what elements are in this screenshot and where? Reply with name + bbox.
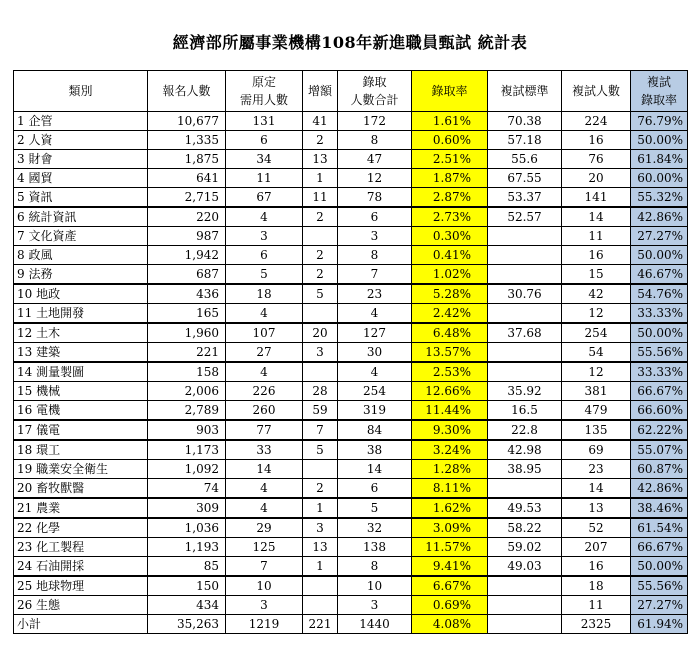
cell-added: 1 xyxy=(303,498,338,518)
cell-category: 13 建築 xyxy=(14,343,148,363)
cell-standard: 58.22 xyxy=(488,518,562,538)
cell-retest-rate: 61.84% xyxy=(631,150,688,169)
cell-retest-rate: 50.00% xyxy=(631,557,688,577)
cell-rate: 2.87% xyxy=(412,188,488,208)
cell-retest-count: 23 xyxy=(562,460,631,479)
cell-added: 1 xyxy=(303,557,338,577)
cell-added: 11 xyxy=(303,188,338,208)
cell-retest-rate: 27.27% xyxy=(631,596,688,615)
cell-admitted: 6 xyxy=(338,479,412,499)
cell-planned: 18 xyxy=(226,284,303,304)
cell-retest-rate: 66.60% xyxy=(631,401,688,421)
table-row xyxy=(14,362,688,382)
cell-standard: 57.18 xyxy=(488,131,562,150)
cell-admitted: 32 xyxy=(338,518,412,538)
table-row xyxy=(14,557,688,577)
cell-planned: 7 xyxy=(226,557,303,577)
cell-standard xyxy=(488,362,562,382)
cell-planned: 3 xyxy=(226,596,303,615)
cell-added: 2 xyxy=(303,207,338,227)
cell-rate: 9.30% xyxy=(412,420,488,440)
cell-admitted: 38 xyxy=(338,440,412,460)
cell-admitted: 8 xyxy=(338,246,412,265)
cell-standard: 49.53 xyxy=(488,498,562,518)
cell-retest-rate: 76.79% xyxy=(631,112,688,131)
cell-applicants: 309 xyxy=(148,498,226,518)
cell-rate: 12.66% xyxy=(412,382,488,401)
cell-rate: 2.53% xyxy=(412,362,488,382)
cell-retest-count: 224 xyxy=(562,112,631,131)
cell-retest-rate: 55.32% xyxy=(631,188,688,208)
cell-retest-count: 76 xyxy=(562,150,631,169)
header-standard: 複試標準 xyxy=(488,71,562,112)
table-row xyxy=(14,265,688,285)
cell-added xyxy=(303,460,338,479)
table-row xyxy=(14,518,688,538)
cell-retest-count: 42 xyxy=(562,284,631,304)
table-row xyxy=(14,343,688,363)
cell-rate: 8.11% xyxy=(412,479,488,499)
header-applicants: 報名人數 xyxy=(148,71,226,112)
cell-category: 22 化學 xyxy=(14,518,148,538)
cell-applicants: 2,789 xyxy=(148,401,226,421)
cell-retest-rate: 62.22% xyxy=(631,420,688,440)
cell-added: 28 xyxy=(303,382,338,401)
cell-retest-count: 12 xyxy=(562,304,631,324)
cell-retest-rate: 66.67% xyxy=(631,538,688,557)
cell-added: 2 xyxy=(303,479,338,499)
cell-standard: 22.8 xyxy=(488,420,562,440)
cell-category: 11 土地開發 xyxy=(14,304,148,324)
cell-category: 5 資訊 xyxy=(14,188,148,208)
cell-applicants: 1,193 xyxy=(148,538,226,557)
cell-rate: 9.41% xyxy=(412,557,488,577)
header-retest-rate-line1: 複試 xyxy=(646,75,671,89)
cell-admitted: 3 xyxy=(338,227,412,246)
cell-admitted: 138 xyxy=(338,538,412,557)
table-row xyxy=(14,420,688,440)
cell-admitted: 1440 xyxy=(338,615,412,634)
cell-retest-rate: 38.46% xyxy=(631,498,688,518)
cell-applicants: 220 xyxy=(148,207,226,227)
cell-applicants: 1,875 xyxy=(148,150,226,169)
cell-applicants: 903 xyxy=(148,420,226,440)
cell-category: 21 農業 xyxy=(14,498,148,518)
cell-retest-count: 14 xyxy=(562,207,631,227)
cell-category: 9 法務 xyxy=(14,265,148,285)
cell-rate: 0.69% xyxy=(412,596,488,615)
cell-planned: 131 xyxy=(226,112,303,131)
header-retest-count: 複試人數 xyxy=(562,71,631,112)
cell-planned: 6 xyxy=(226,131,303,150)
table-row xyxy=(14,479,688,499)
cell-retest-count: 16 xyxy=(562,246,631,265)
cell-retest-rate: 27.27% xyxy=(631,227,688,246)
cell-standard xyxy=(488,615,562,634)
table-row xyxy=(14,440,688,460)
cell-standard: 55.6 xyxy=(488,150,562,169)
cell-retest-count: 15 xyxy=(562,265,631,285)
cell-rate: 3.09% xyxy=(412,518,488,538)
cell-standard: 49.03 xyxy=(488,557,562,577)
cell-retest-rate: 33.33% xyxy=(631,304,688,324)
header-added: 增額 xyxy=(303,71,338,112)
cell-admitted: 3 xyxy=(338,596,412,615)
cell-retest-count: 11 xyxy=(562,596,631,615)
table-row xyxy=(14,227,688,246)
cell-admitted: 47 xyxy=(338,150,412,169)
cell-retest-rate: 66.67% xyxy=(631,382,688,401)
total-row xyxy=(14,615,688,634)
cell-added: 2 xyxy=(303,246,338,265)
cell-admitted: 7 xyxy=(338,265,412,285)
cell-added xyxy=(303,596,338,615)
cell-admitted: 4 xyxy=(338,362,412,382)
table-row xyxy=(14,112,688,131)
cell-category: 2 人資 xyxy=(14,131,148,150)
cell-added xyxy=(303,576,338,596)
cell-added xyxy=(303,304,338,324)
cell-rate: 2.42% xyxy=(412,304,488,324)
cell-admitted: 78 xyxy=(338,188,412,208)
cell-category: 1 企管 xyxy=(14,112,148,131)
cell-category: 19 職業安全衛生 xyxy=(14,460,148,479)
cell-category: 4 國貿 xyxy=(14,169,148,188)
cell-retest-rate: 50.00% xyxy=(631,246,688,265)
cell-standard: 35.92 xyxy=(488,382,562,401)
header-planned-line1: 原定 xyxy=(251,75,276,89)
cell-admitted: 319 xyxy=(338,401,412,421)
page-title: 經濟部所屬事業機構108年新進職員甄試 統計表 xyxy=(172,33,528,52)
cell-planned: 77 xyxy=(226,420,303,440)
cell-applicants: 641 xyxy=(148,169,226,188)
cell-retest-count: 254 xyxy=(562,323,631,343)
cell-standard: 37.68 xyxy=(488,323,562,343)
cell-applicants: 436 xyxy=(148,284,226,304)
cell-admitted: 84 xyxy=(338,420,412,440)
cell-retest-rate: 50.00% xyxy=(631,323,688,343)
cell-rate: 1.62% xyxy=(412,498,488,518)
cell-planned: 260 xyxy=(226,401,303,421)
cell-standard xyxy=(488,596,562,615)
cell-applicants: 2,715 xyxy=(148,188,226,208)
table-row xyxy=(14,304,688,324)
cell-planned: 4 xyxy=(226,304,303,324)
cell-retest-count: 479 xyxy=(562,401,631,421)
cell-admitted: 5 xyxy=(338,498,412,518)
cell-retest-count: 14 xyxy=(562,479,631,499)
header-planned xyxy=(226,71,303,112)
cell-added: 5 xyxy=(303,440,338,460)
cell-applicants: 150 xyxy=(148,576,226,596)
cell-applicants: 1,092 xyxy=(148,460,226,479)
cell-retest-rate: 55.56% xyxy=(631,576,688,596)
cell-retest-rate: 42.86% xyxy=(631,479,688,499)
cell-category: 23 化工製程 xyxy=(14,538,148,557)
cell-planned: 10 xyxy=(226,576,303,596)
cell-added: 2 xyxy=(303,265,338,285)
table-row xyxy=(14,538,688,557)
cell-applicants: 1,036 xyxy=(148,518,226,538)
cell-retest-rate: 60.87% xyxy=(631,460,688,479)
cell-retest-rate: 55.07% xyxy=(631,440,688,460)
table-row xyxy=(14,596,688,615)
cell-admitted: 12 xyxy=(338,169,412,188)
cell-admitted: 14 xyxy=(338,460,412,479)
cell-applicants: 165 xyxy=(148,304,226,324)
cell-planned: 4 xyxy=(226,498,303,518)
cell-rate: 0.30% xyxy=(412,227,488,246)
cell-added: 3 xyxy=(303,343,338,363)
cell-added: 59 xyxy=(303,401,338,421)
cell-retest-count: 52 xyxy=(562,518,631,538)
table-row xyxy=(14,401,688,421)
cell-category: 26 生態 xyxy=(14,596,148,615)
cell-retest-count: 11 xyxy=(562,227,631,246)
cell-retest-count: 69 xyxy=(562,440,631,460)
cell-rate: 4.08% xyxy=(412,615,488,634)
cell-added: 5 xyxy=(303,284,338,304)
cell-planned: 5 xyxy=(226,265,303,285)
cell-applicants: 1,335 xyxy=(148,131,226,150)
table-row xyxy=(14,207,688,227)
cell-planned: 226 xyxy=(226,382,303,401)
cell-retest-rate: 46.67% xyxy=(631,265,688,285)
cell-admitted: 172 xyxy=(338,112,412,131)
cell-planned: 34 xyxy=(226,150,303,169)
cell-added: 7 xyxy=(303,420,338,440)
cell-rate: 3.24% xyxy=(412,440,488,460)
cell-retest-rate: 54.76% xyxy=(631,284,688,304)
cell-retest-count: 16 xyxy=(562,557,631,577)
cell-standard xyxy=(488,227,562,246)
cell-standard: 70.38 xyxy=(488,112,562,131)
cell-category: 18 環工 xyxy=(14,440,148,460)
cell-rate: 5.28% xyxy=(412,284,488,304)
cell-category: 14 測量製圖 xyxy=(14,362,148,382)
stats-table xyxy=(13,70,688,634)
cell-applicants: 221 xyxy=(148,343,226,363)
cell-standard: 53.37 xyxy=(488,188,562,208)
cell-planned: 125 xyxy=(226,538,303,557)
cell-retest-rate: 60.00% xyxy=(631,169,688,188)
cell-rate: 1.02% xyxy=(412,265,488,285)
header-row xyxy=(14,71,688,112)
cell-applicants: 434 xyxy=(148,596,226,615)
table-row xyxy=(14,246,688,265)
cell-category: 6 統計資訊 xyxy=(14,207,148,227)
cell-admitted: 23 xyxy=(338,284,412,304)
cell-retest-count: 20 xyxy=(562,169,631,188)
cell-admitted: 8 xyxy=(338,557,412,577)
cell-retest-count: 135 xyxy=(562,420,631,440)
cell-retest-count: 12 xyxy=(562,362,631,382)
header-retest-rate xyxy=(631,71,688,112)
table-row xyxy=(14,498,688,518)
cell-rate: 1.61% xyxy=(412,112,488,131)
cell-applicants: 987 xyxy=(148,227,226,246)
cell-rate: 2.51% xyxy=(412,150,488,169)
cell-category: 小計 xyxy=(14,615,148,634)
cell-added xyxy=(303,227,338,246)
cell-planned: 67 xyxy=(226,188,303,208)
table-row xyxy=(14,188,688,208)
table-row xyxy=(14,169,688,188)
cell-planned: 29 xyxy=(226,518,303,538)
cell-retest-rate: 33.33% xyxy=(631,362,688,382)
cell-retest-count: 13 xyxy=(562,498,631,518)
cell-added: 2 xyxy=(303,131,338,150)
cell-applicants: 1,942 xyxy=(148,246,226,265)
cell-retest-rate: 42.86% xyxy=(631,207,688,227)
cell-added: 13 xyxy=(303,150,338,169)
cell-added: 1 xyxy=(303,169,338,188)
cell-retest-count: 18 xyxy=(562,576,631,596)
cell-rate: 13.57% xyxy=(412,343,488,363)
cell-standard: 16.5 xyxy=(488,401,562,421)
cell-planned: 27 xyxy=(226,343,303,363)
cell-retest-count: 381 xyxy=(562,382,631,401)
cell-rate: 11.57% xyxy=(412,538,488,557)
cell-rate: 6.67% xyxy=(412,576,488,596)
cell-applicants: 1,173 xyxy=(148,440,226,460)
cell-standard xyxy=(488,304,562,324)
cell-applicants: 2,006 xyxy=(148,382,226,401)
cell-retest-count: 54 xyxy=(562,343,631,363)
header-planned-line2: 需用人數 xyxy=(239,93,288,107)
cell-standard xyxy=(488,246,562,265)
cell-planned: 107 xyxy=(226,323,303,343)
cell-rate: 0.41% xyxy=(412,246,488,265)
cell-planned: 33 xyxy=(226,440,303,460)
cell-rate: 11.44% xyxy=(412,401,488,421)
cell-applicants: 1,960 xyxy=(148,323,226,343)
cell-retest-count: 207 xyxy=(562,538,631,557)
header-retest-rate-line2: 錄取率 xyxy=(640,93,677,107)
cell-added: 221 xyxy=(303,615,338,634)
cell-category: 10 地政 xyxy=(14,284,148,304)
cell-planned: 11 xyxy=(226,169,303,188)
table-row xyxy=(14,460,688,479)
cell-added: 20 xyxy=(303,323,338,343)
cell-category: 8 政風 xyxy=(14,246,148,265)
cell-planned: 4 xyxy=(226,362,303,382)
cell-standard: 42.98 xyxy=(488,440,562,460)
cell-retest-count: 2325 xyxy=(562,615,631,634)
cell-retest-rate: 61.54% xyxy=(631,518,688,538)
cell-retest-count: 141 xyxy=(562,188,631,208)
cell-applicants: 158 xyxy=(148,362,226,382)
header-admitted xyxy=(338,71,412,112)
cell-applicants: 74 xyxy=(148,479,226,499)
table-row xyxy=(14,131,688,150)
cell-added: 41 xyxy=(303,112,338,131)
cell-rate: 0.60% xyxy=(412,131,488,150)
cell-retest-rate: 55.56% xyxy=(631,343,688,363)
cell-category: 12 土木 xyxy=(14,323,148,343)
cell-category: 16 電機 xyxy=(14,401,148,421)
cell-standard xyxy=(488,265,562,285)
cell-retest-count: 16 xyxy=(562,131,631,150)
header-admitted-line1: 錄取 xyxy=(362,75,387,89)
cell-category: 3 財會 xyxy=(14,150,148,169)
cell-admitted: 8 xyxy=(338,131,412,150)
cell-rate: 2.73% xyxy=(412,207,488,227)
cell-category: 17 儀電 xyxy=(14,420,148,440)
cell-planned: 14 xyxy=(226,460,303,479)
cell-added: 3 xyxy=(303,518,338,538)
table-row xyxy=(14,323,688,343)
cell-standard: 52.57 xyxy=(488,207,562,227)
table-row xyxy=(14,284,688,304)
cell-standard: 59.02 xyxy=(488,538,562,557)
cell-standard xyxy=(488,479,562,499)
table-row xyxy=(14,576,688,596)
cell-applicants: 35,263 xyxy=(148,615,226,634)
cell-planned: 3 xyxy=(226,227,303,246)
cell-applicants: 687 xyxy=(148,265,226,285)
cell-planned: 1219 xyxy=(226,615,303,634)
cell-standard: 30.76 xyxy=(488,284,562,304)
table-row xyxy=(14,150,688,169)
cell-admitted: 30 xyxy=(338,343,412,363)
cell-planned: 4 xyxy=(226,479,303,499)
cell-category: 7 文化資產 xyxy=(14,227,148,246)
cell-rate: 1.28% xyxy=(412,460,488,479)
cell-category: 20 畜牧獸醫 xyxy=(14,479,148,499)
cell-retest-rate: 61.94% xyxy=(631,615,688,634)
cell-admitted: 4 xyxy=(338,304,412,324)
cell-category: 25 地球物理 xyxy=(14,576,148,596)
table-body xyxy=(14,112,688,634)
cell-planned: 6 xyxy=(226,246,303,265)
cell-category: 24 石油開採 xyxy=(14,557,148,577)
cell-admitted: 10 xyxy=(338,576,412,596)
cell-standard: 67.55 xyxy=(488,169,562,188)
table-row xyxy=(14,382,688,401)
cell-standard xyxy=(488,576,562,596)
cell-standard: 38.95 xyxy=(488,460,562,479)
cell-admitted: 254 xyxy=(338,382,412,401)
header-category: 類別 xyxy=(14,71,148,112)
cell-planned: 4 xyxy=(226,207,303,227)
header-rate: 錄取率 xyxy=(412,71,488,112)
cell-category: 15 機械 xyxy=(14,382,148,401)
cell-rate: 6.48% xyxy=(412,323,488,343)
cell-applicants: 10,677 xyxy=(148,112,226,131)
cell-standard xyxy=(488,343,562,363)
cell-rate: 1.87% xyxy=(412,169,488,188)
cell-added xyxy=(303,362,338,382)
cell-added: 13 xyxy=(303,538,338,557)
header-admitted-line2: 人數合計 xyxy=(350,93,399,107)
cell-admitted: 6 xyxy=(338,207,412,227)
cell-admitted: 127 xyxy=(338,323,412,343)
cell-applicants: 85 xyxy=(148,557,226,577)
cell-retest-rate: 50.00% xyxy=(631,131,688,150)
